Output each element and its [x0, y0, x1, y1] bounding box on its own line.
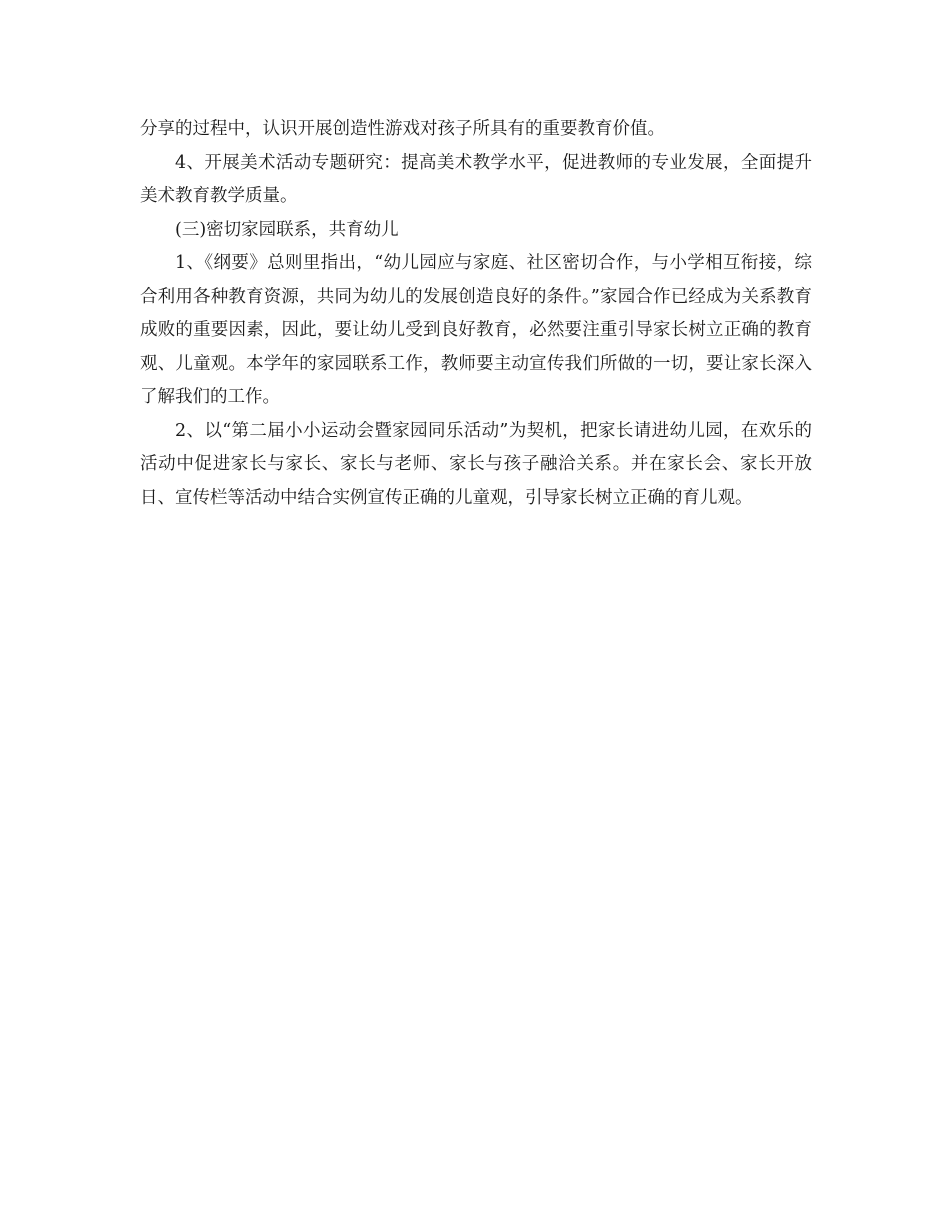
- paragraph-sports-meet-activity: 2、以“第二届小小运动会暨家园同乐活动”为契机，把家长请进幼儿园，在欢乐的活动中促进家长与家长、家长与老师、家长与孩子融洽关系。并在家长会、家长开放日、宣传栏等活动中结合实例宣传正确的儿童观，引导家长树立正确的育儿观。: [140, 420, 812, 508]
- paragraph-art-activity-research: 4、开展美术活动专题研究：提高美术教学水平，促进教师的专业发展，全面提升美术教育教学质量。: [140, 152, 812, 206]
- document-body: [140, 113, 812, 515]
- section-heading-home-school-connection: (三)密切家园联系，共育幼儿: [175, 219, 399, 240]
- paragraph-continuation: 分享的过程中，认识开展创造性游戏对孩子所具有的重要教育价值。: [140, 119, 665, 139]
- paragraph-outline-home-cooperation: 1、《纲要》总则里指出，“幼儿园应与家庭、社区密切合作，与小学相互衔接，综合利用各种教育资源，共同为幼儿的发展创造良好的条件。”家园合作已经成为关系教育成败的重要因素，因此，要让幼儿受到良好教育，必然要注重引导家长树立正确的教育观、儿童观。本学年的家园联系工作，教师要主动宣传我们所做的一切，要让家长深入了解我们的工作。: [140, 253, 812, 407]
